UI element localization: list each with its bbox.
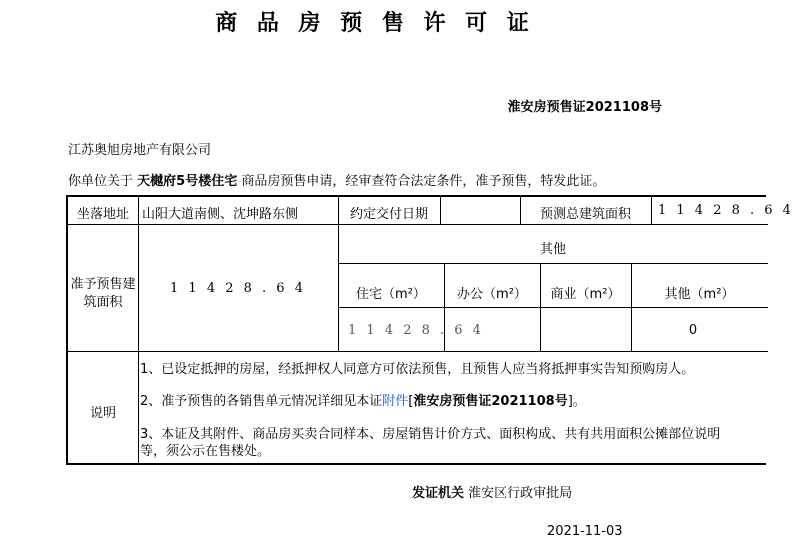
issuer-value: 淮安区行政审批局: [468, 486, 573, 501]
table-divider: [338, 307, 768, 308]
issuer-label: 发证机关: [412, 486, 465, 501]
intro-suffix: 商品房预售申请，经审查符合法定条件，准予预售，特发此证。: [241, 174, 606, 189]
permitted-area-label-line2: 筑面积: [83, 295, 123, 310]
company-name: 江苏奥旭房地产有限公司: [68, 143, 212, 158]
table-divider: [68, 224, 768, 225]
permit-table: [66, 195, 794, 465]
certificate-number: 淮安房预售证2021108号: [507, 100, 662, 115]
note-1: 1、已设定抵押的房屋，经抵押权人同意方可依法预售，且预售人应当将抵押事实告知预购房人。: [140, 362, 695, 377]
other-area-header: 其他（m²）: [664, 287, 735, 302]
note-2-cert-ref: 淮安房预售证2021108号: [413, 394, 568, 409]
delivery-date-label: 约定交付日期: [349, 207, 428, 222]
total-area-value: 1 1 4 2 8 . 6 4: [658, 203, 794, 218]
notes-label: 说明: [89, 406, 116, 421]
residential-area-header: 住宅（m²）: [356, 287, 426, 302]
note-2-suffix: ]。: [567, 394, 586, 409]
issue-date: 2021-11-03: [547, 524, 623, 539]
permitted-area-value: 1 1 4 2 8 . 6 4: [170, 281, 306, 296]
office-area-header: 办公（m²）: [457, 287, 527, 302]
table-divider: [631, 263, 632, 352]
intro-text: [68, 170, 605, 189]
note-2-bracket: [: [408, 394, 414, 409]
table-divider: [444, 263, 445, 352]
attachment-link[interactable]: 附件: [382, 394, 409, 409]
table-divider: [651, 197, 652, 225]
permitted-area-label-line1: 准予预售建: [70, 277, 136, 292]
total-area-label: 预测总建筑面积: [539, 207, 631, 222]
intro-prefix: 你单位关于: [68, 174, 134, 189]
table-divider: [138, 197, 139, 463]
note-2-prefix: 2、准予预售的各销售单元情况详细见本证: [140, 394, 383, 409]
issuing-authority: [412, 482, 572, 501]
location-value: 山阳大道南侧、沈坤路东侧: [142, 207, 299, 222]
note-2: [140, 393, 586, 410]
table-divider: [338, 263, 768, 264]
other-header: 其他: [539, 242, 566, 257]
note-3-line-1: 3、本证及其附件、商品房买卖合同样本、房屋销售计价方式、面积构成、共有共用面积公摊部位说明: [140, 427, 721, 442]
residential-area-value: 1 1 4 2 8 . 6 4: [348, 323, 484, 338]
project-name: 天樾府5号楼住宅: [137, 174, 238, 189]
commercial-area-header: 商业（m²）: [550, 287, 621, 302]
table-divider: [440, 197, 441, 225]
other-area-value: 0: [688, 323, 698, 338]
table-divider: [540, 263, 541, 352]
page-title: 商 品 房 预 售 许 可 证: [215, 11, 535, 36]
note-3-line-2: 等，须公示在售楼处。: [140, 444, 271, 459]
table-divider: [68, 351, 768, 352]
location-label: 坐落地址: [76, 207, 129, 222]
